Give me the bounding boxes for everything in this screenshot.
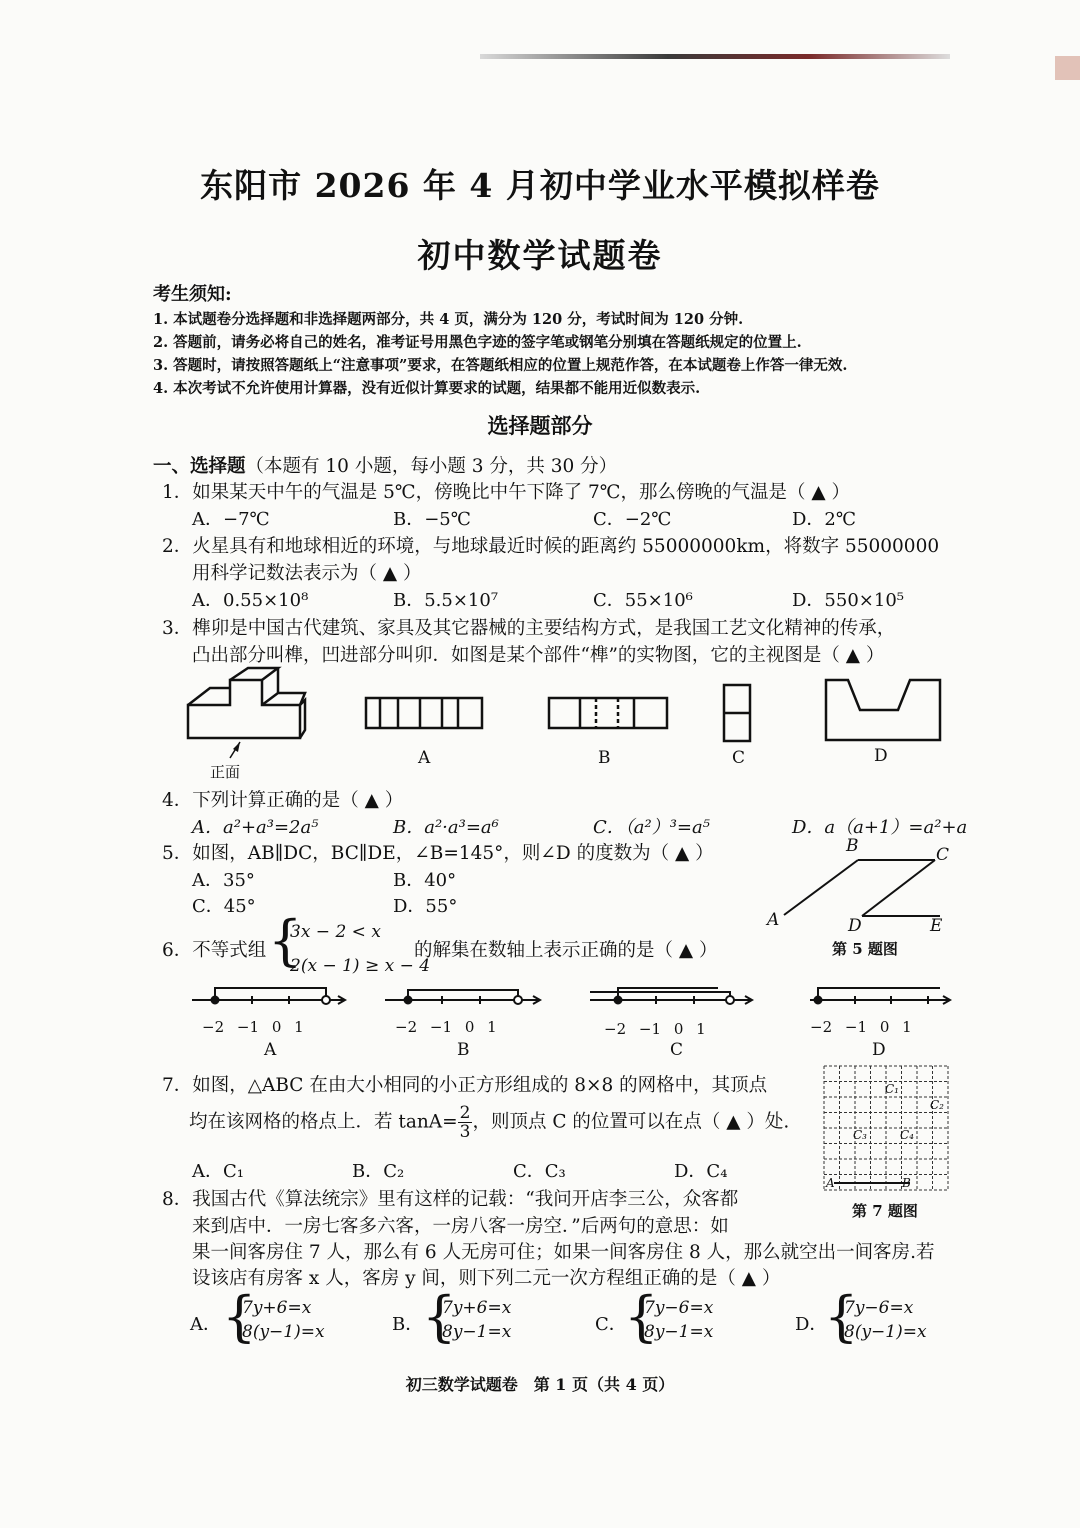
q3-front-label: 正面 xyxy=(210,763,241,781)
part-heading-label: 一、选择题 xyxy=(153,456,246,477)
q6-tick: 1 xyxy=(696,1020,706,1038)
q8-option-d-eq1: 7y−6=x xyxy=(844,1298,914,1318)
q7-option-a: A．C₁ xyxy=(192,1161,244,1182)
q6-tick: 0 xyxy=(464,1018,475,1036)
q7-point-b: B xyxy=(902,1176,911,1190)
notice-item: 4. 本次考试不允许使用计算器，没有近似计算要求的试题，结果都不能用近似数表示. xyxy=(153,380,701,397)
q5-option-c: C．45° xyxy=(192,896,256,917)
q5-caption: 第 5 题图 xyxy=(832,940,898,958)
q7-frac-den: 3 xyxy=(459,1122,471,1142)
q6-tick: −2 xyxy=(810,1018,833,1036)
q8-option-a-eq2: 8(y−1)=x xyxy=(242,1322,325,1342)
q7-stem-line1: 7．如图，△ABC 在由大小相同的小正方形组成的 8×8 的网格中，其顶点 xyxy=(162,1075,768,1096)
q6-tick: −2 xyxy=(202,1018,225,1036)
q5-option-a: A．35° xyxy=(192,870,255,891)
q2-option-b: B．5.5×10⁷ xyxy=(393,590,499,611)
q6-label-b: B xyxy=(457,1040,470,1060)
q4-stem: 4．下列计算正确的是（ ▲ ） xyxy=(162,790,404,811)
q6-tick: −2 xyxy=(395,1018,418,1036)
q5-point-b: B xyxy=(846,836,859,856)
q3-stem-line2: 凸出部分叫榫，凹进部分叫卯．如图是某个部件“榫”的实物图，它的主视图是（ ▲ ） xyxy=(192,645,885,666)
q2-option-d: D．550×10⁵ xyxy=(792,590,904,611)
q5-point-e: E xyxy=(930,916,943,936)
q8-option-a-eq1: 7y+6=x xyxy=(242,1298,312,1318)
q3-label-d: D xyxy=(874,746,888,766)
q2-option-a: A．0.55×10⁸ xyxy=(192,590,309,611)
q8-option-a-label: A． xyxy=(190,1314,221,1335)
q5-stem: 5．如图，AB∥DC，BC∥DE，∠B=145°，则∠D 的度数为（ ▲ ） xyxy=(162,843,714,864)
q6-tick: 1 xyxy=(487,1018,497,1036)
q8-option-a-brace: { xyxy=(222,1285,257,1348)
notice-item: 3. 答题时，请按照答题纸上“注意事项”要求，在答题纸相应的位置上规范作答，在本试题卷上作答一律无效. xyxy=(153,357,848,374)
q6-label-c: C xyxy=(670,1040,684,1060)
q6-tick: 0 xyxy=(271,1018,282,1036)
q8-option-c-eq1: 7y−6=x xyxy=(644,1298,714,1318)
notice-item: 2. 答题前，请务必将自己的姓名，准考证号用黑色字迹的签字笔或钢笔分别填在答题纸规定的位置上. xyxy=(153,334,802,351)
q5-point-c: C xyxy=(936,845,950,865)
q5-option-b: B．40° xyxy=(393,870,457,891)
q7-point-a: A xyxy=(826,1176,835,1190)
q8-option-d-label: D． xyxy=(795,1314,828,1335)
q6-prefix: 6．不等式组 xyxy=(162,940,267,961)
q6-tick: 1 xyxy=(294,1018,304,1036)
q8-option-c-eq2: 8y−1=x xyxy=(644,1322,714,1342)
q8-stem-line4: 设该店有房客 x 人，客房 y 间，则下列二元一次方程组正确的是（ ▲ ） xyxy=(192,1268,781,1289)
q7-frac-num: 2 xyxy=(459,1103,471,1123)
q7-stem-part2: ，则顶点 C 的位置可以在点（ ▲ ）处. xyxy=(472,1111,790,1133)
q2-option-c: C．55×10⁶ xyxy=(593,590,693,611)
q1-option-c: C．−2℃ xyxy=(593,509,672,530)
q6-suffix: 的解集在数轴上表示正确的是（ ▲ ） xyxy=(414,940,718,961)
q6-label-d: D xyxy=(872,1040,886,1060)
exam-title: 东阳市 2026 年 4 月初中学业水平模拟样卷 xyxy=(200,166,880,205)
q6-tick: −1 xyxy=(844,1018,868,1036)
q7-option-d: D．C₄ xyxy=(674,1161,728,1182)
q8-option-b-brace: { xyxy=(422,1285,457,1348)
q6-tick: −1 xyxy=(236,1018,260,1036)
q7-stem-part1: 均在该网格的格点上．若 tanA= xyxy=(189,1111,458,1133)
q4-option-a: A．a²+a³=2a⁵ xyxy=(192,817,319,838)
q6-tick: −1 xyxy=(638,1020,662,1038)
q1-option-b: B．−5℃ xyxy=(393,509,471,530)
q3-stem-line1: 3．榫卯是中国古代建筑、家具及其它器械的主要结构方式，是我国工艺文化精神的传承， xyxy=(162,618,896,639)
q6-system-brace: { xyxy=(268,909,303,972)
q6-tick: 1 xyxy=(902,1018,912,1036)
q7-point-c3: C₃ xyxy=(853,1128,867,1142)
q3-label-c: C xyxy=(732,748,746,768)
q8-stem-line3: 果一间客房住 7 人，那么有 6 人无房可住；如果一间客房住 8 人，那么就空出一间客房.若 xyxy=(192,1242,935,1263)
q2-stem-line2: 用科学记数法表示为（ ▲ ） xyxy=(192,563,422,584)
q8-option-b-eq2: 8y−1=x xyxy=(442,1322,512,1342)
q6-label-a: A xyxy=(264,1040,277,1060)
q7-option-c: C．C₃ xyxy=(513,1161,566,1182)
notice-item: 1. 本试题卷分选择题和非选择题两部分，共 4 页，满分为 120 分，考试时间为 120 分钟. xyxy=(153,311,744,328)
q8-option-d-eq2: 8(y−1)=x xyxy=(844,1322,927,1342)
q7-option-b: B．C₂ xyxy=(352,1161,405,1182)
q1-stem: 1．如果某天中午的气温是 5℃，傍晚比中午下降了 7℃，那么傍晚的气温是（ ▲ ） xyxy=(162,482,850,503)
q7-point-c2: C₂ xyxy=(930,1098,944,1112)
q8-option-c-label: C． xyxy=(595,1314,627,1335)
q5-point-a: A xyxy=(767,910,780,930)
q6-tick: 0 xyxy=(673,1020,684,1038)
q8-stem-line2: 来到店中．一房七客多六客，一房八客一房空．”后两句的意思：如 xyxy=(192,1216,729,1237)
q8-stem-line1: 8．我国古代《算法统宗》里有这样的记载：“我问开店李三公，众客都 xyxy=(162,1189,739,1210)
q8-option-c-brace: { xyxy=(624,1285,659,1348)
q4-option-d: D．a（a+1）=a²+a xyxy=(792,817,968,838)
q7-point-c4: C₄ xyxy=(900,1128,914,1142)
q6-tick: −1 xyxy=(429,1018,453,1036)
part-heading-note: （本题有 10 小题，每小题 3 分，共 30 分） xyxy=(245,456,618,477)
section-title: 选择题部分 xyxy=(487,413,593,438)
q5-point-d: D xyxy=(848,916,862,936)
page-footer: 初三数学试题卷 第 1 页（共 4 页） xyxy=(405,1375,675,1394)
q3-label-a: A xyxy=(418,748,431,768)
q5-option-d: D．55° xyxy=(393,896,458,917)
q4-option-b: B．a²·a³=a⁶ xyxy=(393,817,499,838)
q6-ineq-1: 3x − 2 < x xyxy=(290,922,381,942)
exam-subtitle: 初中数学试题卷 xyxy=(417,236,663,275)
q8-option-b-eq1: 7y+6=x xyxy=(442,1298,512,1318)
q3-label-b: B xyxy=(598,748,611,768)
q2-stem-line1: 2．火星具有和地球相近的环境，与地球最近时候的距离约 55000000km，将数字 55000000 xyxy=(162,536,940,557)
q7-caption: 第 7 题图 xyxy=(852,1202,918,1220)
q1-option-a: A．−7℃ xyxy=(192,509,270,530)
q4-option-c: C．（a²）³=a⁵ xyxy=(593,817,710,838)
q6-ineq-2: 2(x − 1) ≥ x − 4 xyxy=(290,956,431,976)
q1-option-d: D．2℃ xyxy=(792,509,857,530)
q8-option-b-label: B． xyxy=(392,1314,424,1335)
q6-tick: −2 xyxy=(604,1020,627,1038)
notice-heading: 考生须知: xyxy=(153,284,232,305)
q7-point-c1: C₁ xyxy=(885,1082,899,1096)
q6-tick: 0 xyxy=(879,1018,890,1036)
q8-option-d-brace: { xyxy=(824,1285,859,1348)
